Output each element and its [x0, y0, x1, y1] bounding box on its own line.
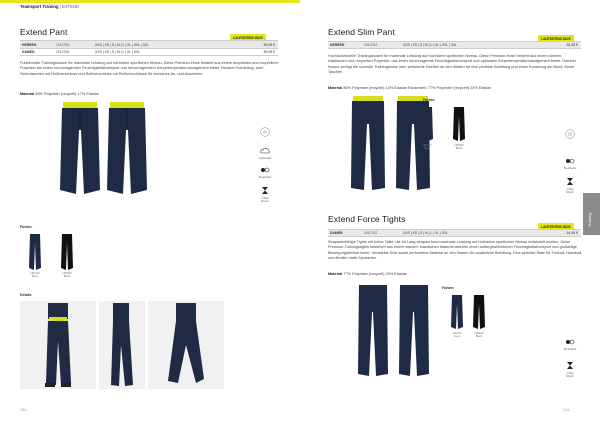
right-page: [300, 0, 600, 424]
side-tab-label: Training: [587, 212, 592, 227]
breathable-icon: [565, 157, 575, 165]
material-info: Material 86% Polyester (recycelt) 14% Elastan Rückenteil: 77% Polyester (recycelt) 23% Elastan: [328, 86, 492, 90]
swatch-caption: 1999/02 Black: [62, 272, 72, 279]
swatch-caption: 1999/02 Black: [474, 332, 484, 339]
tights-material-info: Material 77% Polyester (recycelt) 23% Elastan: [328, 272, 407, 276]
swatch-black-tights: [472, 294, 486, 330]
cloud-icon: [260, 147, 270, 155]
feature-icon-breathable: Breathable: [562, 155, 578, 170]
colors-label: Farben: [20, 225, 32, 229]
size-price-table: [328, 41, 581, 49]
feature-icon-breathable: Breathable: [257, 164, 273, 179]
page-number: 140: [20, 407, 27, 412]
feature-icon-recycled: [562, 128, 578, 139]
slim-pant-front-image: [345, 94, 391, 194]
detail-photo-3: [148, 301, 224, 389]
stretch-icon: [261, 186, 269, 195]
availability-badge: LAUFZEITBIS 06/25: [538, 35, 574, 42]
model-side-photo: [99, 301, 145, 389]
swatch-black-pant: [452, 106, 466, 142]
accent-stripe: [0, 0, 300, 3]
swatch-caption: 1910/02 Blaze: [30, 272, 40, 279]
tights-title: Extend Force Tights: [328, 214, 406, 224]
detail-photo-2: [99, 301, 145, 389]
table-row: HERREN 1912782 XXS | XS | S | M | L | XL | XXL | 3XL 54,95 €: [328, 41, 581, 49]
size-price-table: [20, 40, 278, 56]
stretch-icon: [566, 177, 574, 186]
tights-description: Strapazierfähige Tights mit hoher Taille, die für Lang strapazi fund maximale Leistung auf höchstem sportlichen Niveau entwickelt wurden. Diese Premium-Trainingstights bestehen aus einem starken, elastischen Material welches einen außergewöhnlichen Feuchtigkeitstransport und großartige Bewegungsfreiheit bietet. Verstärkte Knie sowie perforiertes Material an den Waden für zusätzliche Belüftung. Eine perfekte Wahl für Fußball, Handball und ähnlich harte Sportarten.: [328, 240, 582, 261]
product-description: Funktionelle Trainingshosen für maximale Leistung auf höchstem sportlichen Niveau. Diese Premium-Hose besteht aus einem recyclelten und recyceltem Polyester als einem hervorragenden Feuchtigkeitstransport und hervorragendem Körpertemperaturmanagement bietet. Rundum Kordelzug, zwei Seitentaschen mit Reißverschluss und Reißverschluss mit Reißverschlüsse für einfaches An- und Ausziehen.: [20, 61, 278, 76]
breathable-icon: [565, 338, 575, 346]
product-description: Hochfunktionelle Trainingshosen für maximale Leistung auf höchstem sportlichen Niveau. Diese Premium-Hose besteht aus einem dünnen, elastischen und recycelten Polyester, das einen hervorragende Feuchtigkeitstransport und optimales Körpertemperaturmanagement bietet. Darüber hinaus verfügt die schmale Trainingshose über perforierte Streifen an den Waden für eine perfekte Belüftung und einen Kordelzug am Bund. Keine Taschen.: [328, 54, 576, 75]
material-info: Material 83% Polyester (recycelt) 17% Elastan: [20, 92, 99, 96]
tights-size-price-table: [328, 229, 581, 237]
swatch-caption: 1910/02 Navy: [422, 144, 432, 151]
breathable-icon: [260, 166, 270, 174]
recycle-icon: [260, 127, 270, 137]
subsection-name: | EXTEND: [59, 4, 79, 9]
pant-front-image: [55, 100, 105, 198]
tights-availability-badge: LAUFZEITBIS 06/23: [538, 223, 574, 230]
recycle-icon: [565, 129, 575, 139]
swatch-caption: 1910/02 Navy: [452, 332, 462, 339]
swatch-navy-pant: [28, 233, 42, 271]
feature-icon-recycled: [257, 126, 273, 137]
page-number: 141: [563, 407, 570, 412]
model-front-photo: [20, 301, 96, 389]
product-title: Extend Pant: [20, 27, 68, 37]
detail-photo-1: [20, 301, 96, 389]
tights-back-image: [393, 282, 435, 380]
feature-icon-stretch: 4-Way Stretch: [562, 176, 578, 194]
swatch-navy-pant: [420, 106, 434, 142]
feature-icon-stretch: 4-Way Stretch: [257, 185, 273, 203]
feature-icon-lightweight: Lightweight: [257, 145, 273, 160]
model-running-photo: [148, 301, 224, 389]
section-name: Teamsport Training: [20, 4, 59, 9]
table-row: DAMEN 1912752 XXS | XS | S | M | L | XL | XXL 44,95 €: [328, 229, 581, 237]
tights-colors-label: Farben: [442, 286, 454, 290]
availability-badge: LAUFZEITBIS 06/25: [230, 34, 266, 41]
pant-back-image: [102, 100, 152, 198]
section-side-tab: [583, 193, 600, 235]
section-header: [20, 4, 79, 9]
swatch-black-pant: [60, 233, 74, 271]
stretch-icon: [566, 361, 574, 370]
feature-icon-breathable: Breathable: [562, 336, 578, 351]
table-row: HERREN 1912769 XXS | XS | S | M | L | XL | XXL | 3XL 59,95 €: [20, 40, 278, 48]
product-title: Extend Slim Pant: [328, 27, 395, 37]
table-row: DAMEN 1912768 XXS | XS | S | M | L | XL | XXL 59,95 €: [20, 48, 278, 56]
tights-front-image: [352, 282, 394, 380]
feature-icon-stretch: 4-Way Stretch: [562, 360, 578, 378]
colors-label: Farben: [423, 98, 435, 102]
swatch-navy-tights: [450, 294, 464, 330]
swatch-caption: 1999/02 Black: [454, 144, 464, 151]
details-label: Details: [20, 293, 32, 297]
